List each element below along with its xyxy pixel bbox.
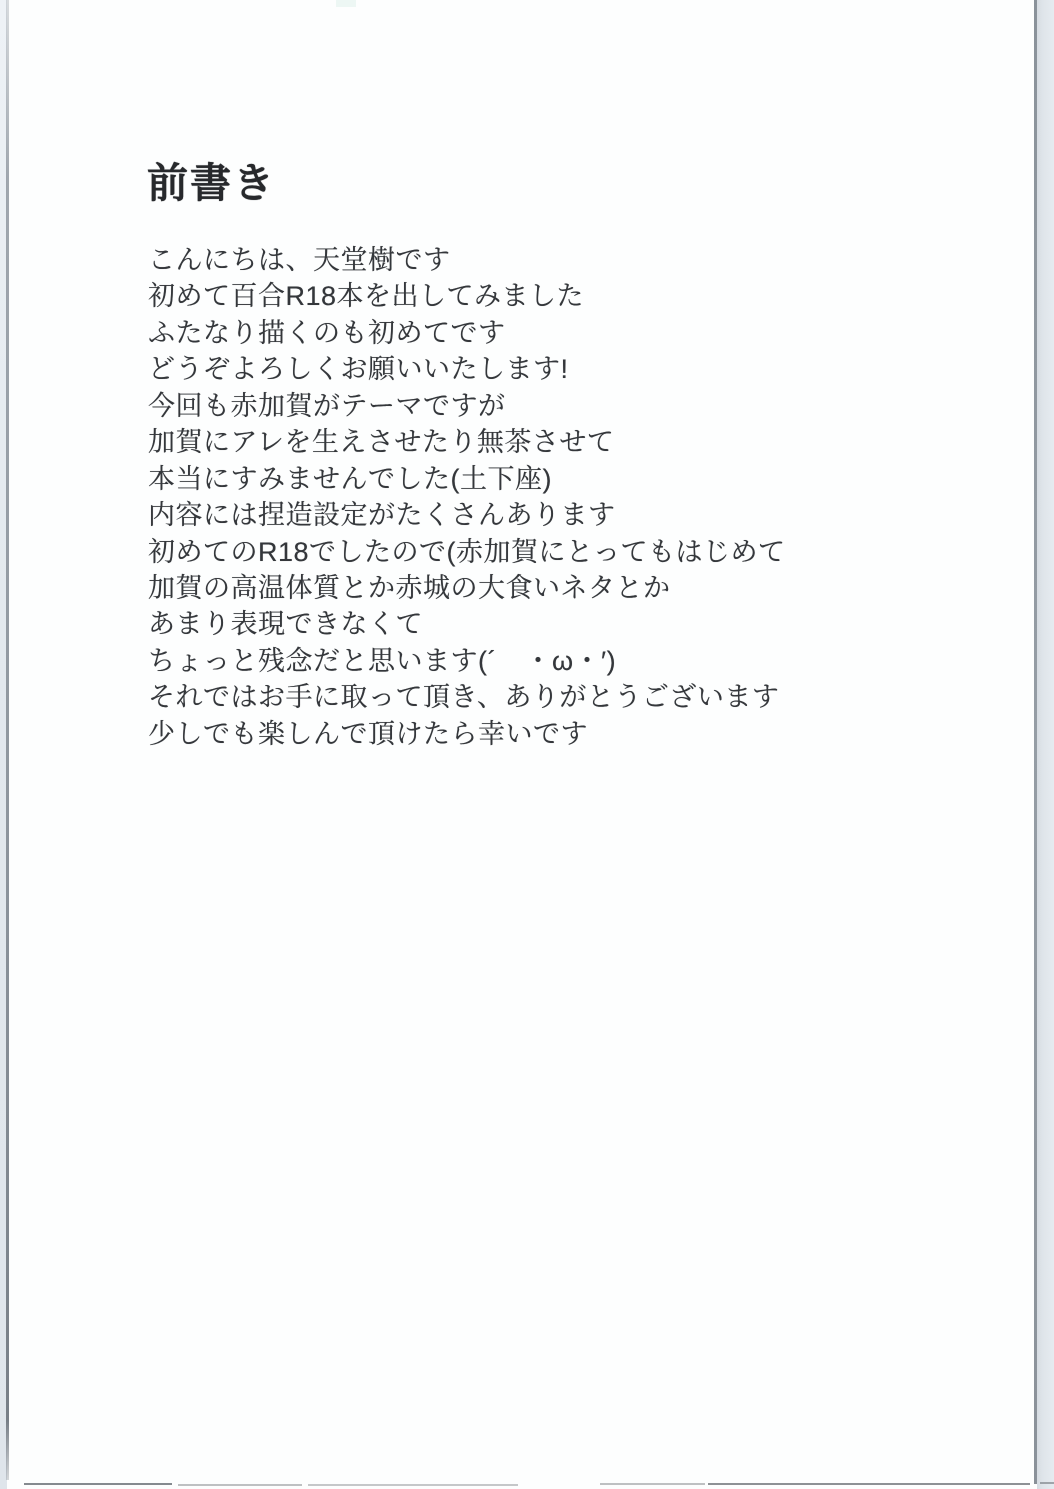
body-text	[148, 242, 785, 752]
text-line: 内容には捏造設定がたくさんあります	[148, 500, 616, 531]
scan-bottom-edge-dash	[600, 1483, 705, 1485]
scan-bottom-edge-dash	[308, 1484, 518, 1486]
text-line: こんにちは、天堂樹です	[148, 245, 451, 275]
scan-edge-line-left	[6, 0, 9, 1480]
text-line: 本当にすみませんでした(土下座)	[148, 463, 552, 494]
text-line: 加賀にアレを生えさせたり無茶させて	[148, 427, 615, 458]
text-line: 今回も赤加賀がテーマですが	[148, 390, 506, 421]
scan-edge-strip-right	[1037, 0, 1054, 1489]
text-line: 初めてのR18でしたので(赤加賀にとってもはじめて	[148, 536, 786, 567]
scan-bottom-edge-dash	[24, 1483, 172, 1485]
text-line: どうぞよろしくお願いいたします!	[148, 354, 569, 385]
text-line: 初めて百合R18本を出してみました	[148, 281, 585, 312]
text-line: あまり表現できなくて	[148, 609, 423, 640]
text-line: 加賀の高温体質とか赤城の大食いネタとか	[148, 572, 671, 603]
scan-bottom-edge-dash	[1040, 1482, 1054, 1484]
scan-bottom-edge-dash	[178, 1484, 302, 1486]
text-line: それではお手に取って頂き、ありがとうございます	[148, 682, 780, 713]
page-title: 前書き	[147, 160, 276, 207]
text-line: ちょっと残念だと思います(´ ・ω・′)	[148, 645, 617, 676]
text-line: 少しでも楽しんで頂けたら幸いです	[148, 718, 588, 749]
scan-artifact-top	[336, 0, 356, 7]
scan-bottom-edge-dash	[708, 1483, 1030, 1485]
text-line: ふたなり描くのも初めてです	[148, 317, 506, 348]
